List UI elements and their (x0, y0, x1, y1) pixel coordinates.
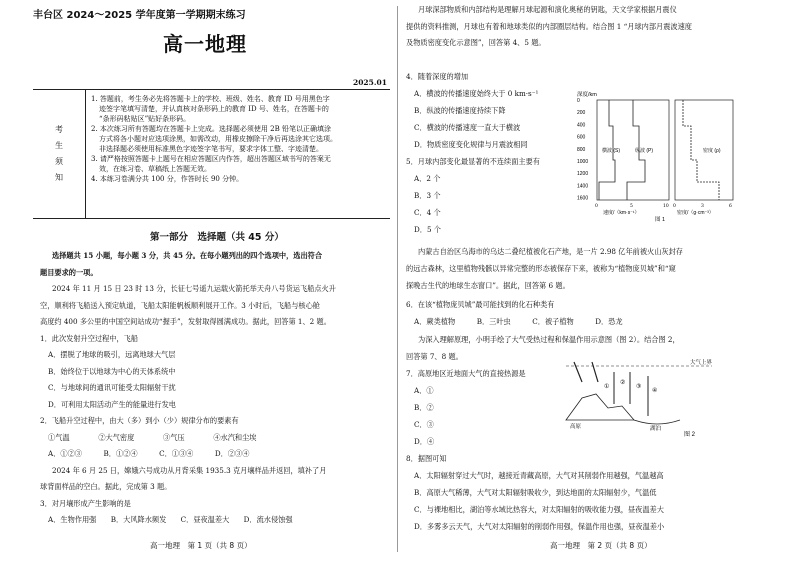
text-line: 7．高原地区近地面大气的直接热源是 (406, 369, 526, 378)
fig1-ytick: 400 (577, 122, 586, 129)
fig1-xlabel-right: 密度/（g·cm⁻³） (677, 210, 714, 216)
text-line: 2024 年 6 月 25 日，嫦娥六号成功从月背采集 1935.3 克月壤样品并返回，填补了月 (52, 465, 327, 475)
text-line: 选择题共 15 小题，每小题 3 分，共 45 分。在每小题列出的四个选项中，选出符合 (52, 251, 323, 260)
text-line: B．② (414, 403, 434, 412)
text-line: 提供的资料推测，月球也有着和地球类似的内部圈层结构。结合图 1 “月球内部月震波速度 (406, 22, 692, 31)
text-line: A．生物作用强 B．大风降水频发 C．昼夜温差大 D．流水侵蚀强 (48, 515, 293, 524)
text-line: 回答第 7、8 题。 (406, 352, 463, 361)
fig1-ytick: 1400 (577, 183, 589, 190)
text-line: A．① (414, 386, 434, 395)
fig1-xlabel-left: 速度/（km·s⁻¹） (603, 210, 640, 216)
fig1-xtick: 6 (729, 204, 732, 209)
exam-title: 丰台区 2024～2025 学年度第一学期期末练习 (33, 10, 246, 21)
notice-items (91, 95, 337, 185)
text-line: 2．飞船升空过程中，由大（多）到小（少）规律分布的要素有 (40, 416, 239, 425)
text-line: D．多雾多云天气，大气对太阳辐射的削弱作用强，保温作用也强，昼夜温差小 (414, 522, 665, 531)
section-title: 第一部分 选择题（共 45 分） (150, 232, 284, 243)
fig2-ray (592, 362, 598, 382)
text-line: 8．据图可知 (406, 454, 447, 463)
text-line: B．纵波的传播速度持续下降 (414, 106, 506, 115)
text-line: 高度约 400 多公里的中国空间站成功“握手”，发射取得圆满成功。据此，回答第 1、2 题。 (40, 317, 331, 326)
text-line: A．2 个 (414, 174, 441, 183)
exam-date: 2025.01 (353, 78, 387, 87)
subject-title: 高一地理 (163, 32, 247, 56)
notice-side-label (33, 90, 86, 218)
text-line: D．物质密度变化规律与月震波相同 (414, 140, 528, 149)
text-line: C．与地球间的通讯可能受太阳辐射干扰 (48, 383, 176, 392)
fig2-marker: ② (620, 379, 626, 386)
text-line: 题目要求的一项。 (40, 267, 98, 277)
text-line: A．太阳辐射穿过大气时，越接近青藏高原，大气对其削弱作用越强，气温越高 (414, 471, 664, 480)
fig2-label-lake: 湖泊 (650, 426, 662, 432)
text-line: 2024 年 11 月 15 日 23 时 13 分，长征七号遥九运载火箭托举天舟八号货运飞船点火升 (52, 284, 336, 293)
text-line: 及物质密度变化示意图”，回答第 4、5 题。 (406, 38, 546, 47)
notice-line: 非选择题必须使用标准黑色字迹签字笔书写，要求字体工整、字迹清楚。 (99, 145, 323, 153)
text-line: 月球深部物质和内部结构是理解月球起源和演化奥秘的钥匙，天文学家根据月震仪 (418, 5, 677, 14)
fig2-label-plateau: 高原 (570, 424, 582, 430)
text-line: 为深入理解原理，小明手绘了大气受热过程和保温作用示意图（图 2）。结合图 2， (418, 335, 680, 344)
column-divider (397, 6, 398, 552)
fig1-ytick: 1600 (577, 195, 589, 202)
fig1-label-s: 横波 (S) (602, 148, 621, 154)
notice-line: 4. 本练习卷满分共 100 分，作答时长 90 分钟。 (91, 175, 244, 183)
notice-side-char: 知 (55, 173, 63, 182)
fig1-xtick: 3 (701, 204, 704, 209)
text-line: B．高原大气稀薄，大气对太阳辐射吸收少，到达地面的太阳辐射少，气温低 (414, 488, 657, 497)
fig1-xtick: 0 (595, 204, 598, 209)
notice-line: 效，在练习卷、草稿纸上答题无效。 (99, 165, 211, 173)
notice-line: “条形码粘贴区”贴好条形码。 (99, 115, 191, 123)
fig2-ray (574, 362, 582, 382)
notice-line: 迹签字笔填写清楚，并认真核对条形码上的教育 ID 号、姓名，在答题卡的 (99, 105, 329, 113)
fig2-plateau (566, 394, 634, 420)
text-line: 空，顺利将飞船送入预定轨道，飞船太阳能帆板顺利展开工作。3 小时后，飞船与核心舱 (40, 300, 320, 310)
text-line: A．蕨类植物 B．三叶虫 C．被子植物 D．恐龙 (414, 317, 623, 326)
fig1-label-density: 密度 (ρ) (703, 148, 721, 154)
fig1-ytick: 600 (577, 134, 586, 141)
figure-2-heat-diagram (562, 358, 730, 438)
notice-side-char: 考 (55, 125, 63, 134)
fig2-marker: ③ (636, 383, 642, 390)
text-line: 的远古森林，这里植物残骸以异常完整的形态被保存下来，被称为“植物庞贝城”和“窥 (406, 264, 676, 273)
notice-line: 2. 本次练习所有答题均在答题卡上完成。选择题必须使用 2B 铅笔以正确填涂 (91, 125, 331, 133)
footer-right: 高一地理 第 2 页（共 8 页） (550, 541, 652, 550)
fig1-ytick: 1000 (577, 159, 589, 165)
fig2-caption: 图 2 (684, 432, 696, 438)
text-line: ①气温 ②大气密度 ③气压 ④水汽和尘埃 (48, 432, 257, 442)
fig1-label-p: 纵波 (P) (635, 148, 654, 154)
text-line: C．与裸地相比，湖泊等水域比热容大，对太阳辐射的吸收能力强，昼夜温差大 (414, 505, 664, 514)
page-right (400, 0, 794, 567)
text-line: C．横波的传播速度一直大于横波 (414, 123, 521, 132)
notice-line: 方式将各小题对应选项涂黑，如需改动，用橡皮擦除干净后再选涂其它选项。 (99, 135, 337, 143)
fig1-ytick: 200 (577, 110, 586, 117)
text-line: C．4 个 (414, 208, 441, 217)
text-line: D．④ (414, 437, 435, 446)
figure-1-seismic-chart (575, 90, 775, 222)
fig1-caption: 图 1 (655, 217, 666, 222)
notice-box (33, 89, 390, 219)
text-line: D．5 个 (414, 225, 441, 234)
text-line: 3．对月壤形成产生影响的是 (40, 498, 131, 508)
footer-left: 高一地理 第 1 页（共 8 页） (150, 541, 252, 550)
text-line: B．始终位于以地球为中心的天体系统中 (48, 366, 176, 376)
fig2-label-atmosphere: 大气上界 (690, 360, 713, 366)
text-line: A．横波的传播速度始终大于 0 km·s⁻¹ (414, 89, 539, 98)
text-line: C．③ (414, 420, 434, 429)
text-line: 5．月球内部变化最显著的不连续面主要有 (406, 157, 540, 166)
notice-line: 1. 答题前，考生务必先将答题卡上的学校、班级、姓名、教育 ID 号用黑色字 (91, 95, 330, 103)
text-line: 4．随着深度的增加 (406, 72, 469, 81)
text-line: B．3 个 (414, 191, 441, 200)
text-line: A．摆脱了地球的吸引，远离地球大气层 (48, 350, 176, 359)
fig2-marker: ① (604, 383, 610, 390)
text-line: D．可利用太阳活动产生的能量进行发电 (48, 399, 176, 409)
fig1-xtick: 5 (630, 204, 633, 209)
fig2-lake (634, 420, 680, 424)
fig2-marker: ④ (652, 387, 658, 394)
fig1-ylabel: 深度/km (577, 92, 597, 98)
fig1-xtick: 10 (663, 204, 669, 209)
notice-line: 3. 请严格按照答题卡上题号在相应答题区内作答，超出答题区域书写的答案无 (91, 155, 331, 163)
fig1-ytick: 1200 (577, 171, 589, 178)
text-line: 6．在该“植物庞贝城”最可能找到的化石种类有 (406, 300, 555, 309)
notice-side-char: 生 (55, 141, 63, 150)
fig1-ytick: 0 (577, 98, 580, 104)
fig1-xtick: 0 (673, 204, 676, 209)
text-line: A．①②③ B．①②④ C．①③④ D．②③④ (48, 449, 250, 458)
text-line: 1．此次发射升空过程中，飞船 (40, 333, 139, 343)
fig1-ytick: 800 (577, 146, 586, 153)
text-line: 球背面样品的空白。据此，完成第 3 题。 (40, 482, 172, 491)
notice-side-char: 须 (55, 157, 63, 166)
text-line: 探晚古生代的地球生态窗口”。据此，回答第 6 题。 (406, 281, 570, 290)
text-line: 内蒙古自治区乌海市的乌达二叠纪植被化石产地，是一片 2.98 亿年前被火山灰封存 (418, 247, 683, 256)
